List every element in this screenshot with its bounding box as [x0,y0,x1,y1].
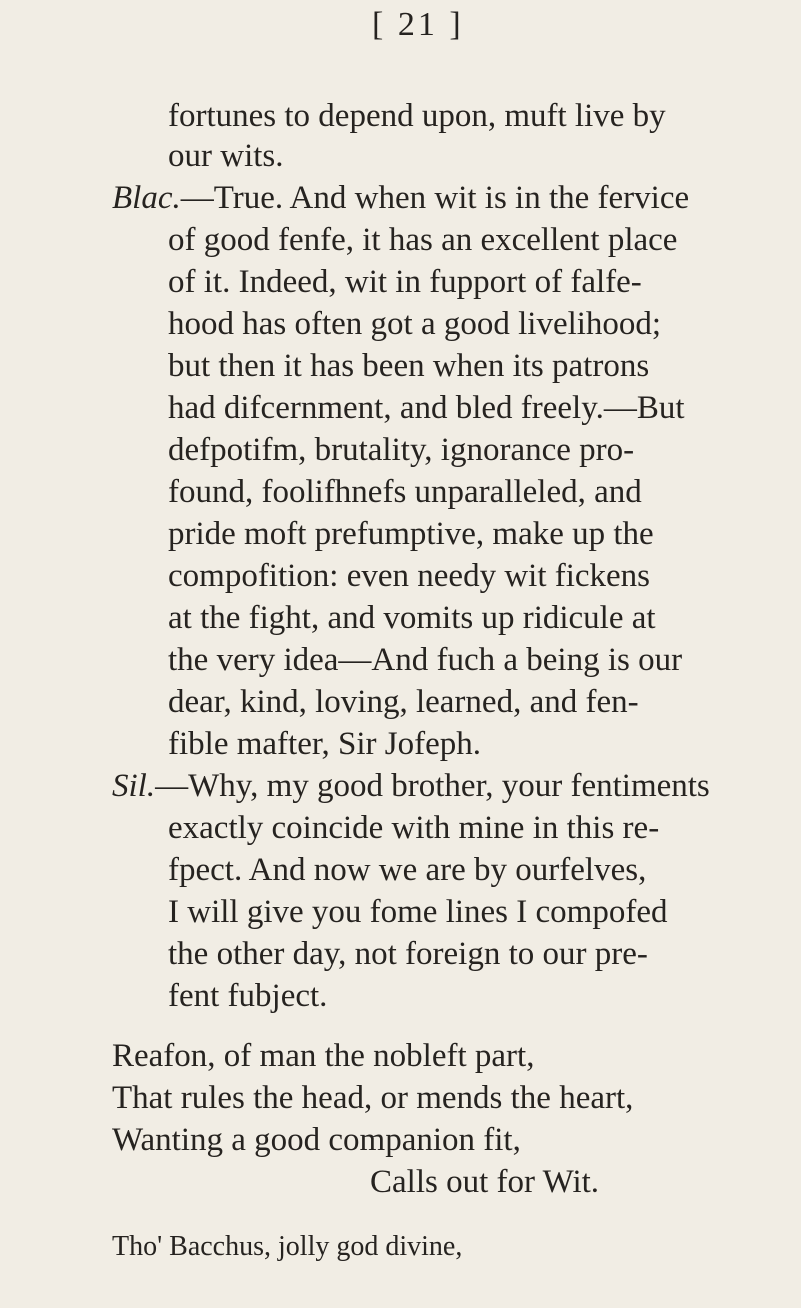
verse-refrain: Calls out for Wit. [370,1164,600,1200]
verse-line: Wanting a good companion fit, [112,1122,521,1158]
text-line: I will give you fome lines I compofed [168,894,668,930]
text-line: fent fubject. [168,978,328,1014]
speaker-name: Sil. [112,768,156,804]
text-line: of it. Indeed, wit in fupport of falfe- [168,264,642,300]
text-line: found, foolifhnefs unparalleled, and [168,474,642,510]
text-line: fortunes to depend upon, muft live by [168,98,666,134]
text-line: the very idea—And fuch a being is our [168,642,683,678]
text-line: had difcernment, and bled freely.—But [168,390,685,426]
speech-text: —Why, my good brother, your fentiments [155,768,710,804]
text-line: fpect. And now we are by ourfelves, [168,852,647,888]
text-line: defpotifm, brutality, ignorance pro- [168,432,635,468]
page-number: [ 21 ] [372,6,464,43]
text-line: pride moft prefumptive, make up the [168,516,654,552]
text-line: hood has often got a good livelihood; [168,306,662,342]
text-line: of good fenfe, it has an excellent place [168,222,678,258]
text-line: compofition: even needy wit fickens [168,558,651,594]
speech-text: —True. And when wit is in the fervice [180,180,690,216]
speech-first-line [112,766,710,806]
speaker-name: Blac. [112,180,181,216]
text-line: dear, kind, loving, learned, and fen- [168,684,639,720]
text-line: exactly coincide with mine in this re- [168,810,660,846]
text-line: our wits. [168,138,284,174]
verse-line: That rules the head, or mends the heart, [112,1080,634,1116]
speech-first-line [112,178,689,218]
verse-line: Tho' Bacchus, jolly god divine, [112,1231,463,1262]
text-line: but then it has been when its patrons [168,348,650,384]
text-line: the other day, not foreign to our pre- [168,936,648,972]
verse-line: Reafon, of man the nobleft part, [112,1038,535,1074]
text-line: fible mafter, Sir Jofeph. [168,726,482,762]
text-line: at the fight, and vomits up ridicule at [168,600,656,636]
